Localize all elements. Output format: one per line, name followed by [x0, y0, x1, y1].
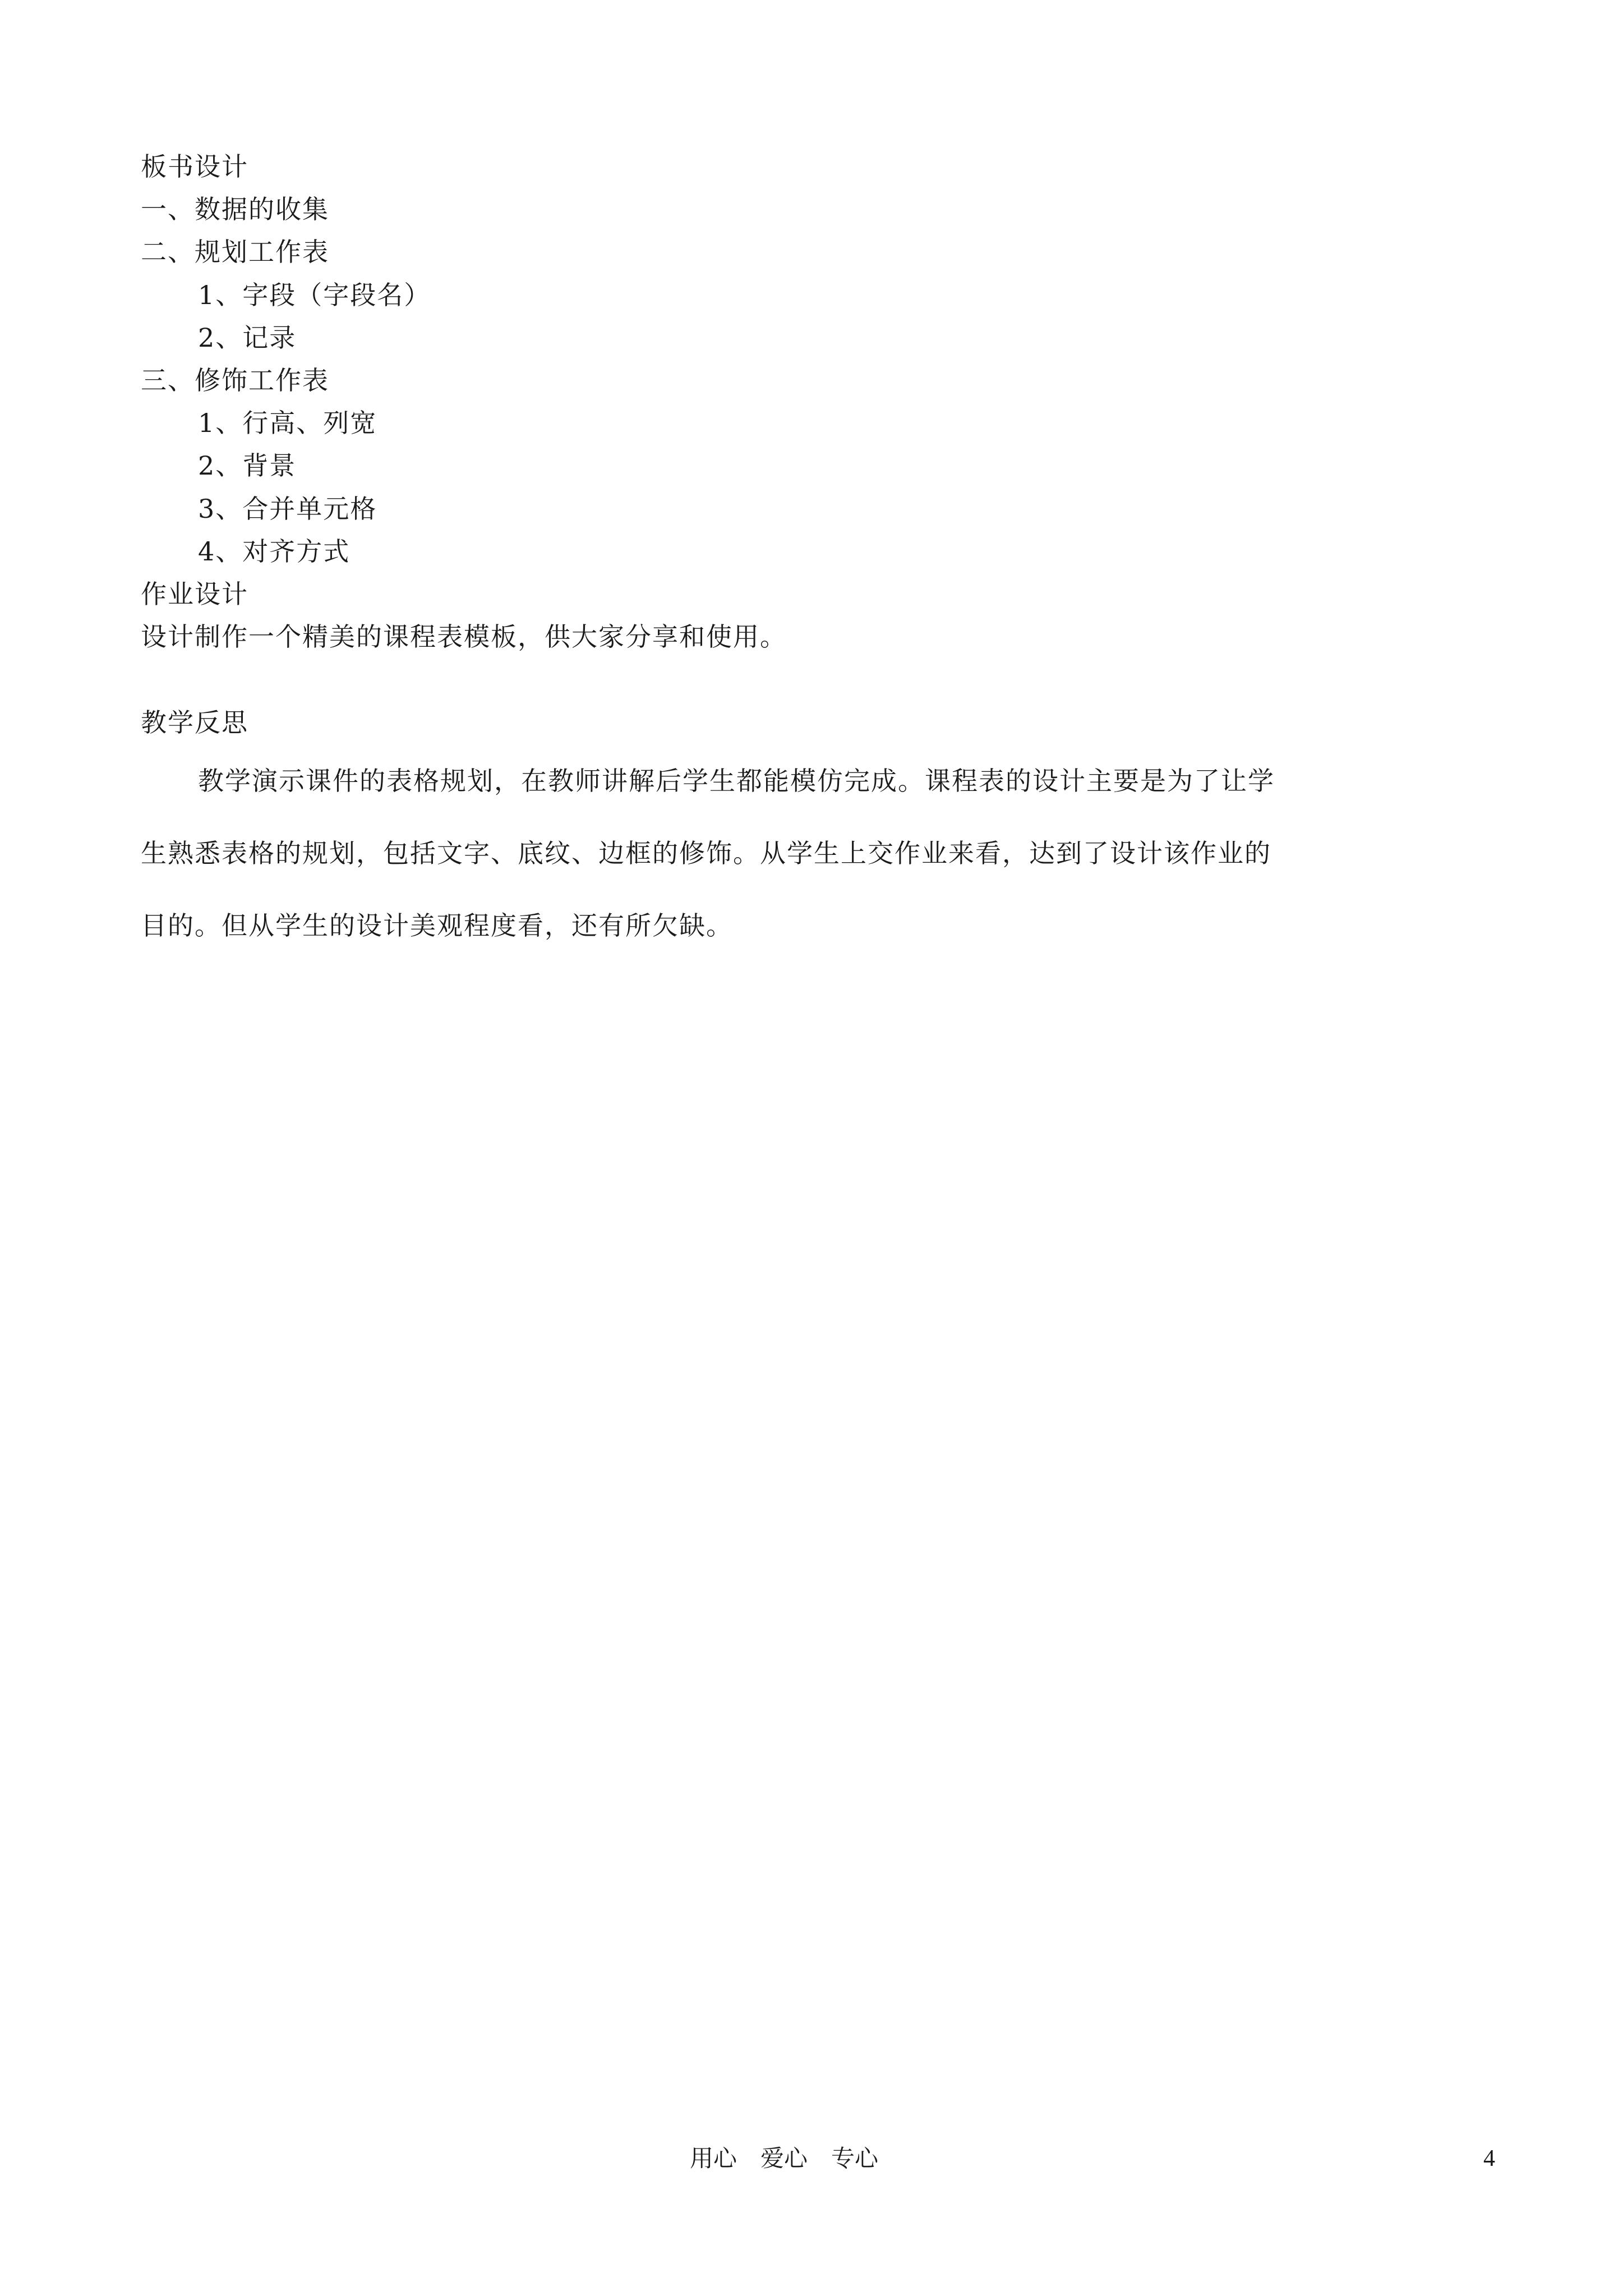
board-design-heading: 板书设计 [141, 151, 248, 182]
homework-heading: 作业设计 [141, 579, 248, 609]
outline-item-1: 一、数据的收集 [141, 194, 329, 224]
outline-subitem-2-2: 2、记录 [198, 323, 297, 353]
reflection-paragraph: 教学演示课件的表格规划，在教师讲解后学生都能模仿完成。课程表的设计主要是为了让学生熟悉表格的规划，包括文字、底纹、边框的修饰。从学生上交作业来看，达到了设计该作业的目的。但从学生的设计美观程度看，还有所欠缺。 [141, 766, 1275, 941]
outline-item-2: 二、规划工作表 [141, 237, 329, 267]
reflection-heading: 教学反思 [141, 707, 248, 738]
outline-subitem-2-1: 1、字段（字段名） [198, 280, 431, 310]
outline-subitem-3-2: 2、背景 [198, 450, 297, 481]
outline-item-3: 三、修饰工作表 [141, 365, 329, 395]
page-number: 4 [1483, 2146, 1495, 2171]
footer-motto: 用心 爱心 专心 [690, 2145, 879, 2172]
outline-subitem-3-3: 3、合并单元格 [198, 494, 377, 524]
homework-text: 设计制作一个精美的课程表模板，供大家分享和使用。 [141, 622, 787, 652]
outline-subitem-3-4: 4、对齐方式 [198, 536, 351, 567]
outline-subitem-3-1: 1、行高、列宽 [198, 408, 377, 438]
